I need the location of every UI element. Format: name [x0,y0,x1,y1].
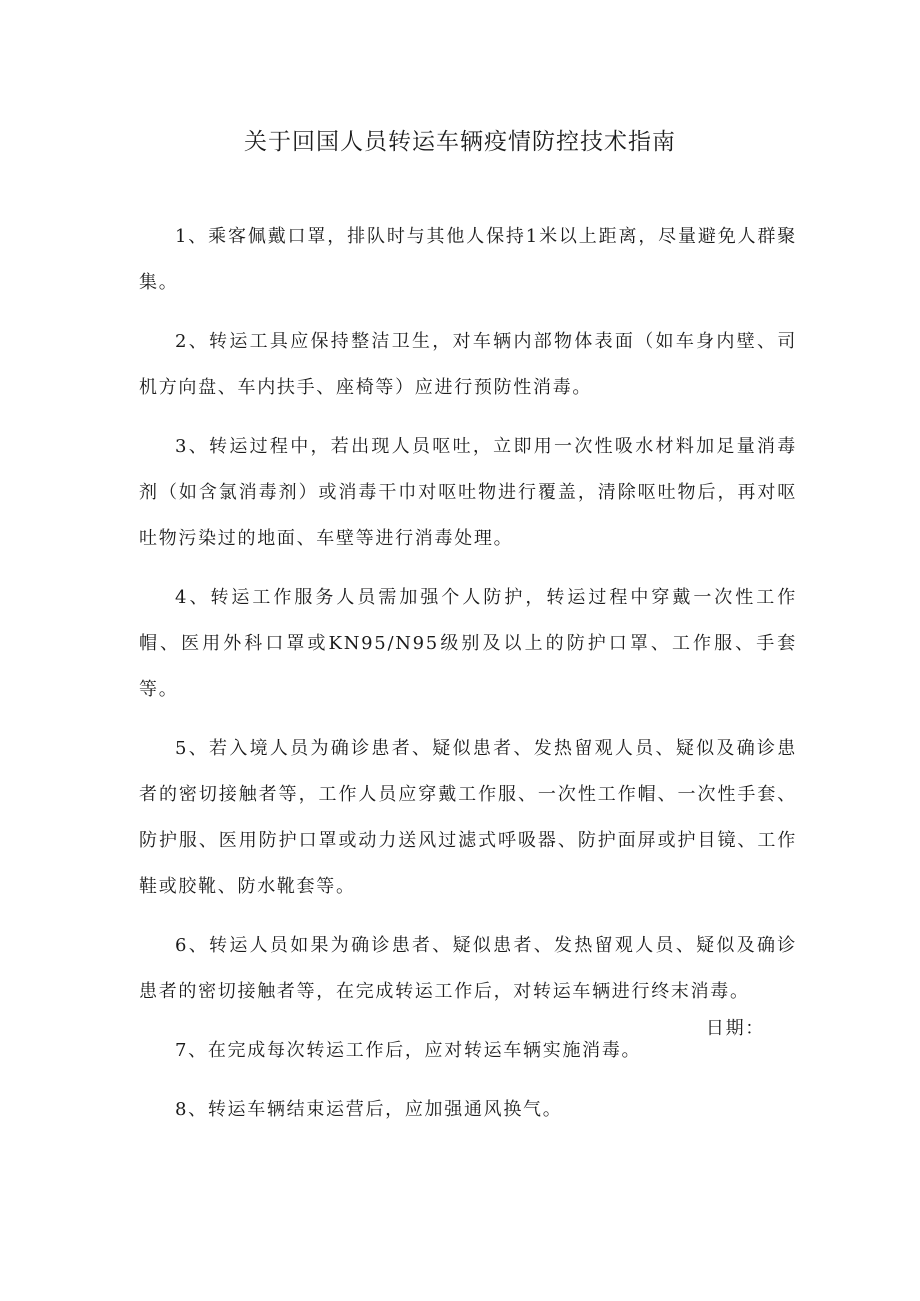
document-body [139,214,797,1146]
paragraph-8: 8、转运车辆结束运营后，应加强通风换气。 [175,1099,563,1120]
paragraph-4: 4、转运工作服务人员需加强个人防护，转运过程中穿戴一次性工作帽、医用外科口罩或KN95/N95级别及以上的防护口罩、工作服、手套等。 [139,587,797,700]
date-label: 日期： [705,1018,765,1039]
paragraph-7: 7、在完成每次转运工作后，应对转运车辆实施消毒。 [175,1040,642,1061]
paragraph-5: 5、若入境人员为确诊患者、疑似患者、发热留观人员、疑似及确诊患者的密切接触者等，工作人员应穿戴工作服、一次性工作帽、一次性手套、防护服、医用防护口罩或动力送风过滤式呼吸器、防护面屏或护目镜、工作鞋或胶靴、防水靴套等。 [139,738,797,897]
paragraph-2: 2、转运工具应保持整洁卫生，对车辆内部物体表面（如车身内壁、司机方向盘、车内扶手、座椅等）应进行预防性消毒。 [139,331,797,398]
paragraph-3: 3、转运过程中，若出现人员呕吐，立即用一次性吸水材料加足量消毒剂（如含氯消毒剂）或消毒干巾对呕吐物进行覆盖，清除呕吐物后，再对呕吐物污染过的地面、车壁等进行消毒处理。 [139,436,797,549]
paragraph-1: 1、乘客佩戴口罩，排队时与其他人保持1米以上距离，尽量避免人群聚集。 [139,226,797,293]
paragraph-6: 6、转运人员如果为确诊患者、疑似患者、发热留观人员、疑似及确诊患者的密切接触者等，在完成转运工作后，对转运车辆进行终末消毒。 [139,935,797,1002]
document-title: 关于回国人员转运车辆疫情防控技术指南 [244,129,676,155]
